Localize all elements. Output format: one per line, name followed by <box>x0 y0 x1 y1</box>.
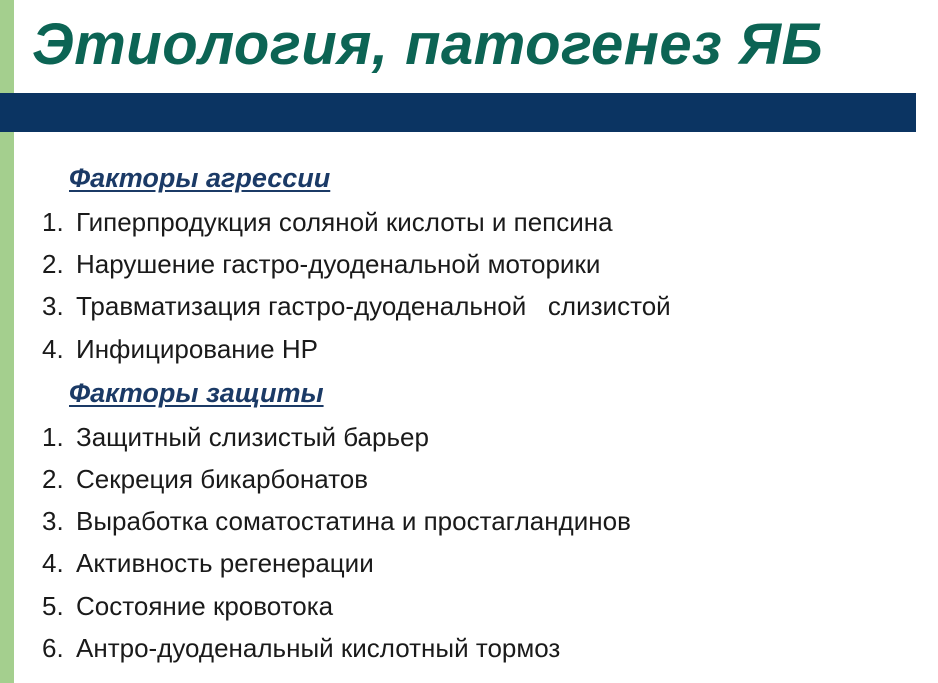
list-item-text: Активность регенерации <box>76 548 374 578</box>
list-item-number: 1. <box>42 422 64 452</box>
list-item-text: Выработка соматостатина и простагландинов <box>76 506 631 536</box>
list-item-text: Травматизация гастро-дуоденальной слизистой <box>76 291 671 321</box>
list-item-number: 4. <box>42 334 64 364</box>
list-item-text: Антро-дуоденальный кислотный тормоз <box>76 633 561 663</box>
list-item-text: Гиперпродукция соляной кислоты и пепсина <box>76 207 613 237</box>
list-item-number: 3. <box>42 291 64 321</box>
list-item <box>42 290 671 322</box>
list-item <box>42 206 613 238</box>
list-item-number: 3. <box>42 506 64 536</box>
list-item-number: 1. <box>42 207 64 237</box>
list-item-text: Секреция бикарбонатов <box>76 464 369 494</box>
list-item-number: 4. <box>42 548 64 578</box>
list-item <box>42 505 631 537</box>
list-item-text: Состояние кровотока <box>76 591 334 621</box>
list-item <box>42 632 560 664</box>
list-item-number: 6. <box>42 633 64 663</box>
list-item <box>42 463 368 495</box>
slide-title: Этиология, патогенез ЯБ <box>32 12 824 77</box>
list-item-number: 2. <box>42 464 64 494</box>
list-item-text: Защитный слизистый барьер <box>76 422 429 452</box>
list-item-text: Инфицирование НР <box>76 334 318 364</box>
list-item-text: Нарушение гастро-дуоденальной моторики <box>76 249 601 279</box>
list-item <box>42 248 600 280</box>
list-item-number: 5. <box>42 591 64 621</box>
section-heading-protection: Факторы защиты <box>69 378 324 408</box>
list-item-number: 2. <box>42 249 64 279</box>
list-item <box>42 590 333 622</box>
section-heading-aggression: Факторы агрессии <box>69 163 331 193</box>
list-item <box>42 333 318 365</box>
list-item <box>42 421 429 453</box>
list-item <box>42 547 374 579</box>
